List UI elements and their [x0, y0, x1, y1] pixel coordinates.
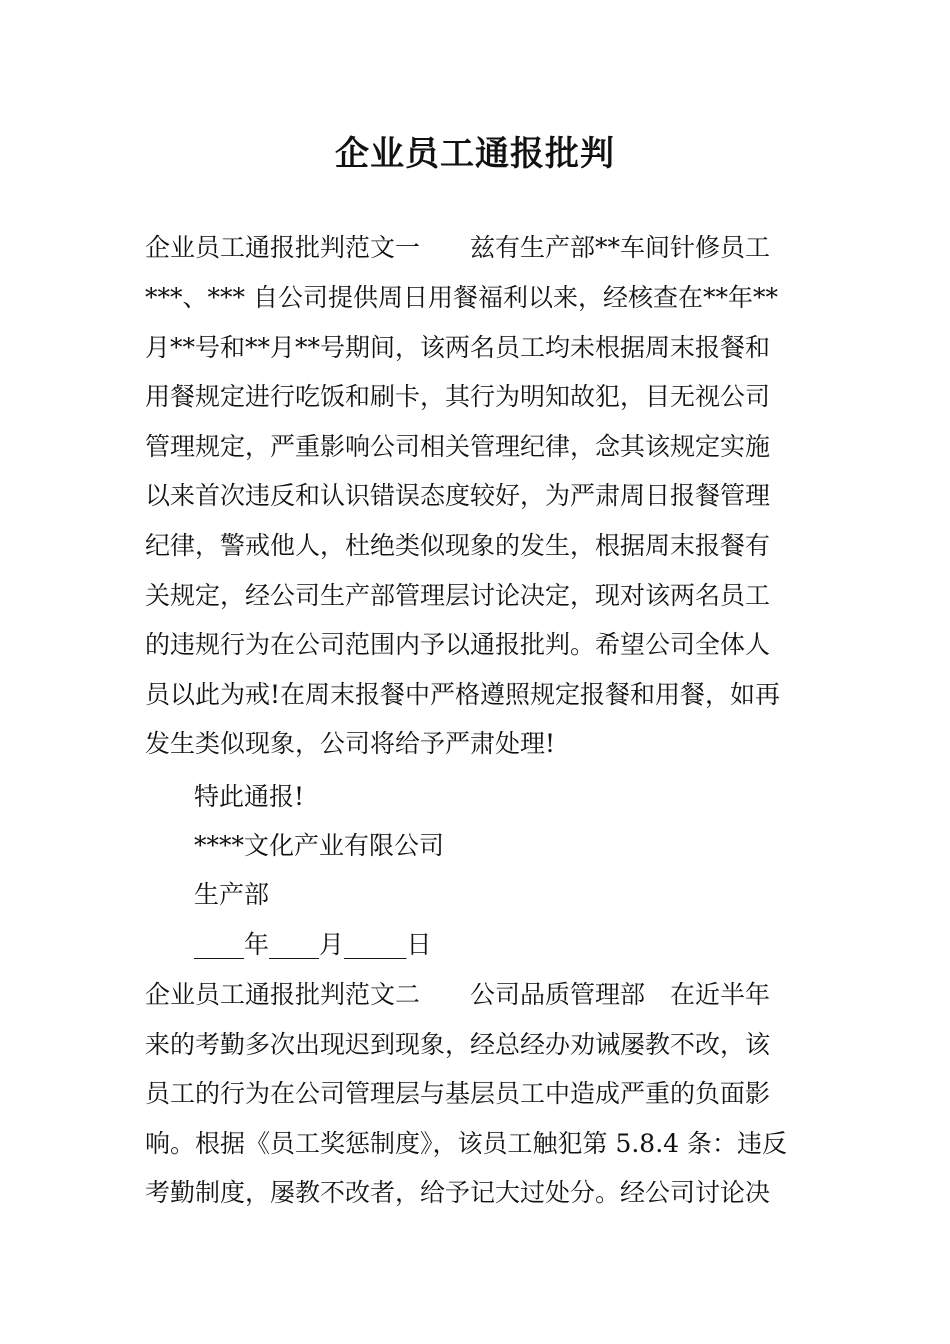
- company-name: ****文化产业有限公司: [194, 831, 445, 860]
- document-title: 企业员工通报批判: [335, 134, 615, 174]
- body-line: 关规定，经公司生产部管理层讨论决定，现对该两名员工: [145, 581, 771, 610]
- body-line: 响。根据《员工奖惩制度》，该员工触犯第 5.8.4 条：违反: [145, 1129, 788, 1158]
- body-line: 企业员工通报批判范文一 兹有生产部**车间针修员工: [145, 233, 771, 262]
- body-line: 用餐规定进行吃饭和刷卡，其行为明知故犯，目无视公司: [145, 382, 771, 411]
- body-line: 员工的行为在公司管理层与基层员工中造成严重的负面影: [145, 1079, 771, 1108]
- body-line: 纪律，警戒他人，杜绝类似现象的发生，根据周末报餐有: [145, 531, 771, 560]
- body-line: 考勤制度，屡教不改者，给予记大过处分。经公司讨论决: [145, 1178, 771, 1207]
- body-line: 以来首次违反和认识错误态度较好，为严肃周日报餐管理: [145, 481, 771, 510]
- body-line: 的违规行为在公司范围内予以通报批判。希望公司全体人: [145, 630, 771, 659]
- body-line: 发生类似现象，公司将给予严肃处理!: [145, 729, 556, 758]
- body-line: 来的考勤多次出现迟到现象，经总经办劝诫屡教不改，该: [145, 1030, 771, 1059]
- body-line: ***、*** 自公司提供周日用餐福利以来，经核查在**年**: [145, 283, 778, 312]
- department-name: 生产部: [194, 880, 270, 909]
- body-line: 月**号和**月**号期间，该两名员工均未根据周末报餐和: [145, 333, 771, 362]
- body-line: 员以此为戒!在周末报餐中严格遵照规定报餐和用餐，如再: [145, 680, 781, 709]
- body-line: 企业员工通报批判范文二 公司品质管理部 在近半年: [145, 980, 771, 1009]
- body-line: 管理规定，严重影响公司相关管理纪律，念其该规定实施: [145, 432, 771, 461]
- date-line: ____年____月_____日: [194, 930, 432, 959]
- notice-line: 特此通报!: [194, 782, 305, 811]
